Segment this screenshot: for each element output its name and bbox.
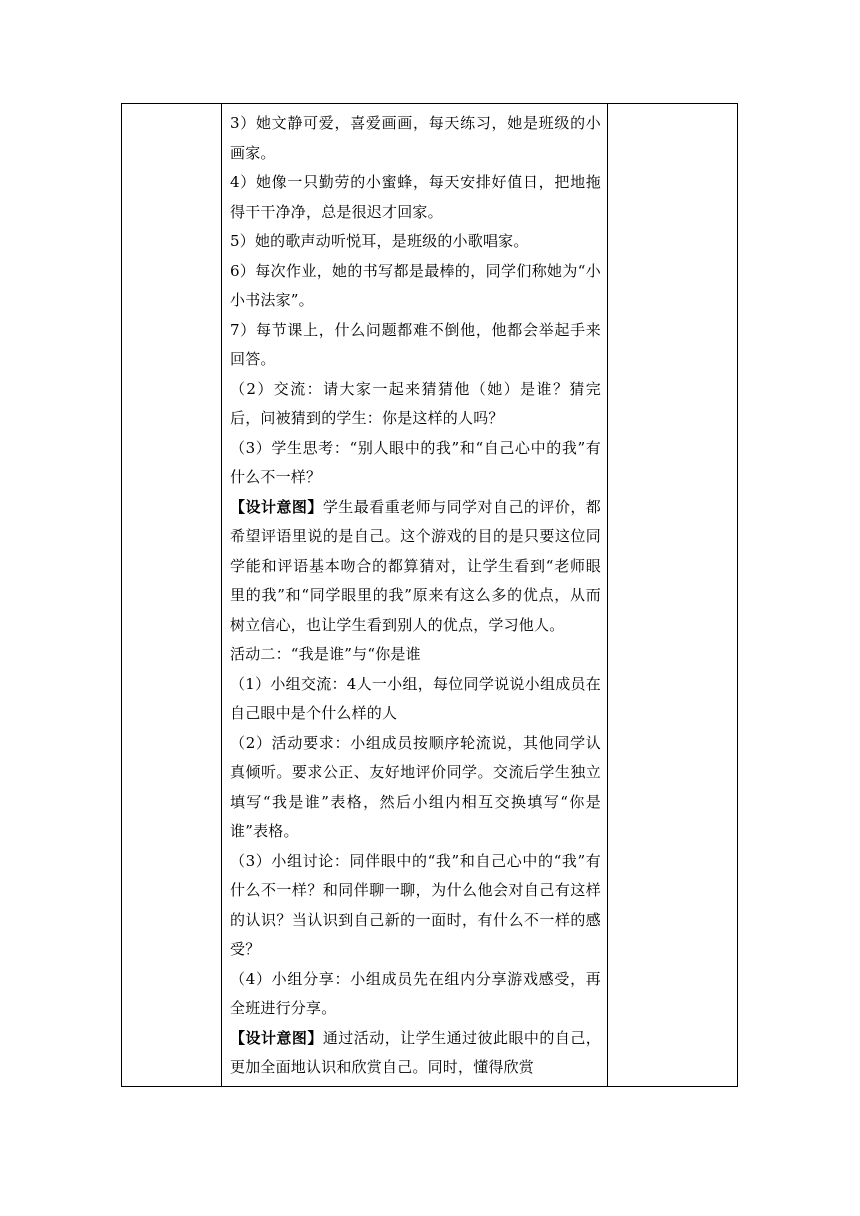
design-intent-label: 【设计意图】 (230, 497, 323, 516)
paragraph-item-6: 6）每次作业，她的书写都是最棒的，同学们称她为“小小书法家”。 (230, 261, 601, 309)
left-column-cell (122, 104, 222, 1086)
paragraph-group-exchange: （1）小组交流：4人一小组，每位同学说说小组成员在自己眼中是个什么样的人 (230, 674, 601, 722)
design-intent-text-2: 通过活动，让学生通过彼此眼中的自己，更加全面地认识和欣赏自己。同时，懂得欣赏 (230, 1028, 602, 1076)
paragraph-item-4: 4）她像一只勤劳的小蜜蜂，每天安排好值日，把地拖得干干净净，总是很迟才回家。 (230, 173, 601, 221)
design-intent-label-2: 【设计意图】 (230, 1028, 323, 1047)
paragraph-design-intent-1 (230, 493, 601, 641)
paragraph-item-7: 7）每节课上，什么问题都难不倒他，他都会举起手来回答。 (230, 320, 601, 368)
content-column-cell (222, 104, 608, 1086)
paragraph-activity-requirements: （2）活动要求：小组成员按顺序轮流说，其他同学认真倾听。要求公正、友好地评价同学。交流后学生独立填写“我是谁”表格，然后小组内相互交换填写“你是谁”表格。 (230, 733, 601, 840)
paragraph-item-5: 5）她的歌声动听悦耳，是班级的小歌唱家。 (230, 232, 529, 250)
paragraph-item-3: 3）她文静可爱，喜爱画画，每天练习，她是班级的小画家。 (230, 114, 601, 162)
paragraph-student-thinking: （3）学生思考：“别人眼中的我”和“自己心中的我”有什么不一样？ (230, 438, 601, 486)
paragraph-activity-two-title: 活动二：“我是谁”与“你是谁 (230, 645, 421, 663)
lesson-plan-table (121, 103, 738, 1087)
paragraph-design-intent-2 (230, 1024, 601, 1083)
design-intent-text: 学生最看重老师与同学对自己的评价，都希望评语里说的是自己。这个游戏的目的是只要这位同学能和评语基本吻合的都算猜对，让学生看到“老师眼里的我”和“同学眼里的我”原来有这么多的优点，从而树立信心，也让学生看到别人的优点，学习他人。 (230, 497, 602, 634)
paragraph-exchange: （2）交流：请大家一起来猜猜他（她）是谁？猜完后，问被猜到的学生：你是这样的人吗？ (230, 379, 601, 427)
paragraph-group-discussion: （3）小组讨论：同伴眼中的“我”和自己心中的“我”有什么不一样？和同伴聊一聊，为什么他会对自己有这样的认识？当认识到自己新的一面时，有什么不一样的感受？ (230, 851, 601, 958)
right-column-cell (608, 104, 737, 1086)
paragraph-group-sharing: （4）小组分享：小组成员先在组内分享游戏感受，再全班进行分享。 (230, 969, 601, 1017)
